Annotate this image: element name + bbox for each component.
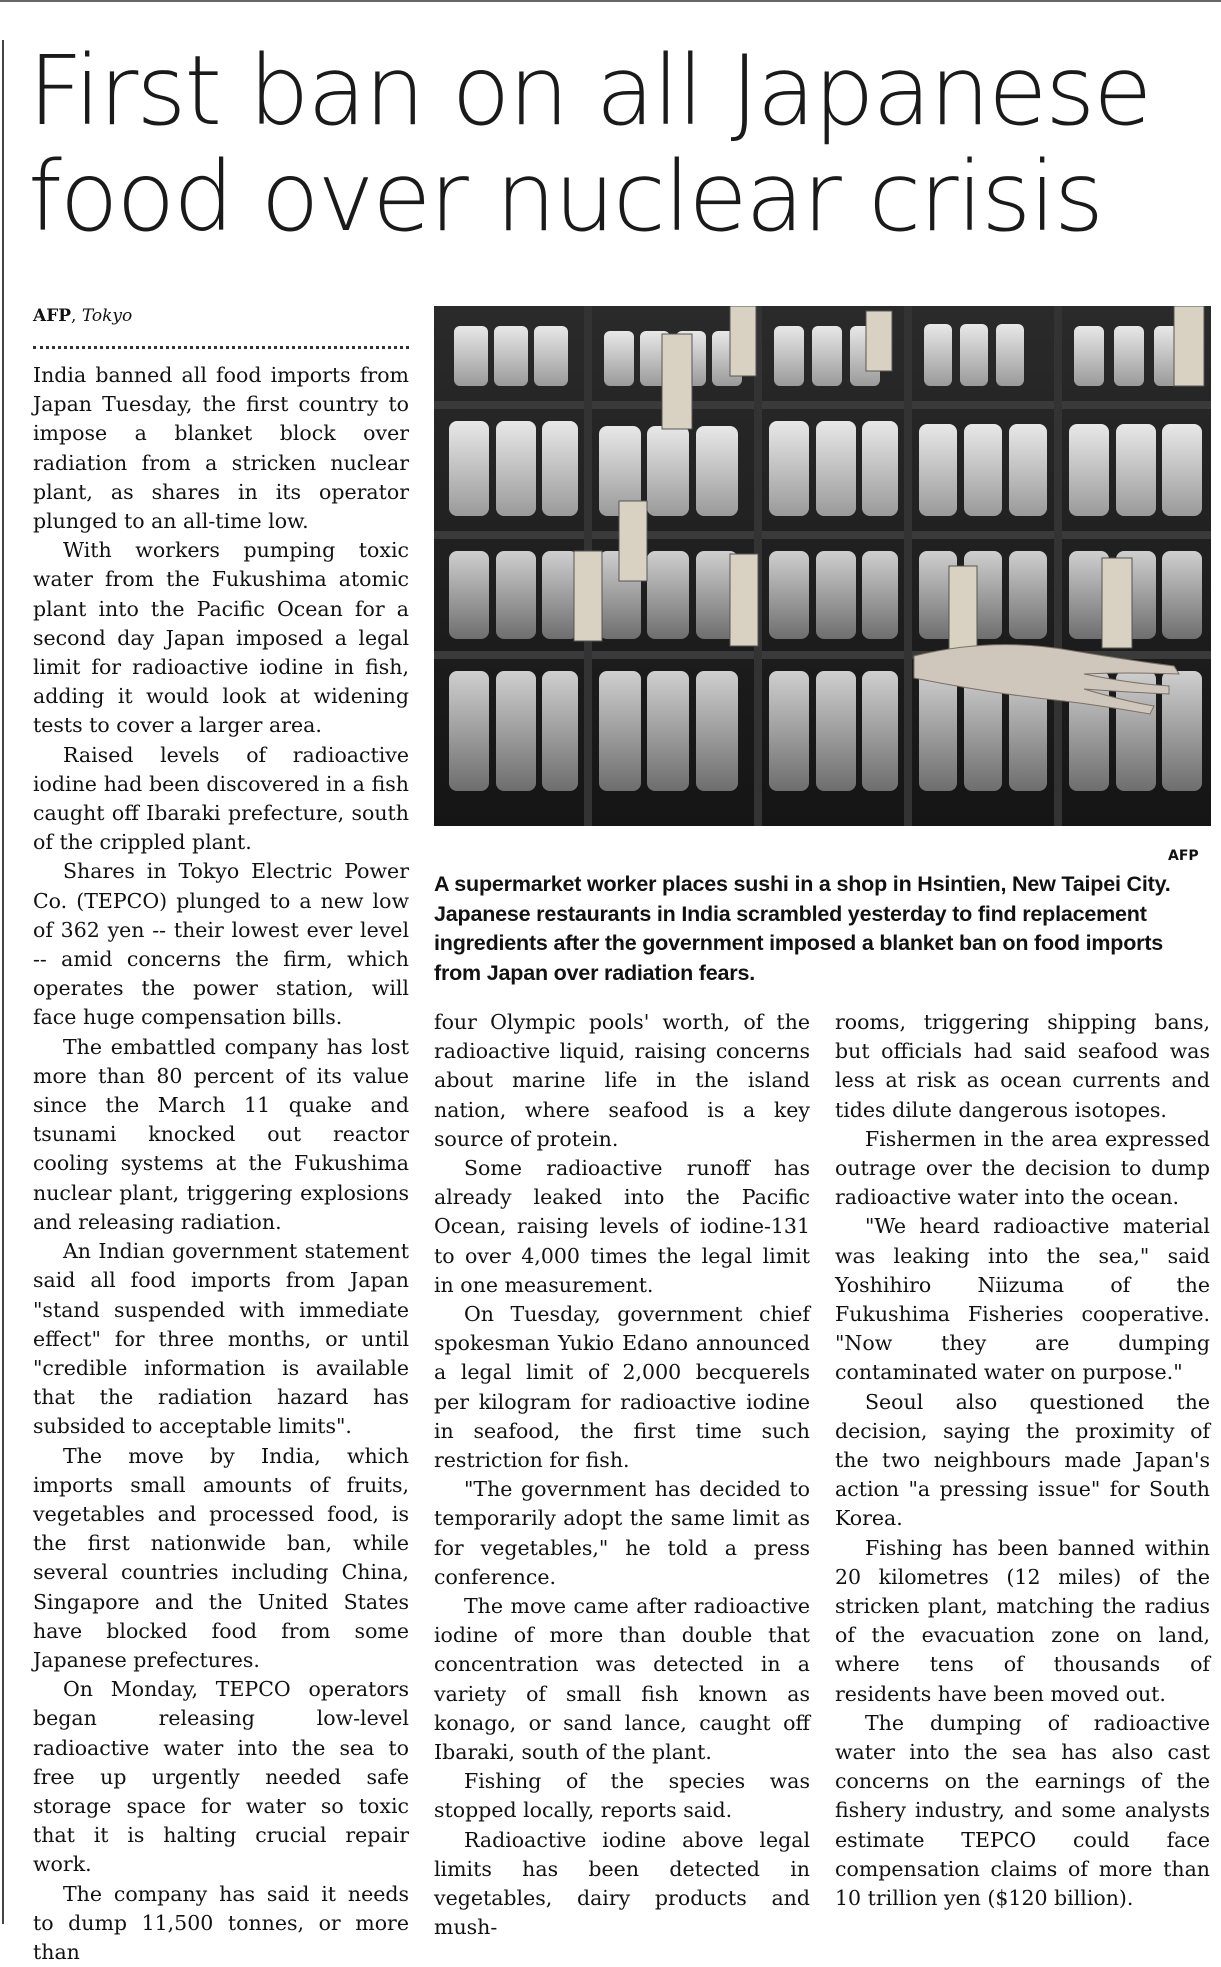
paragraph: The company has said it needs to dump 11,500 tonnes, or more than bbox=[33, 1881, 409, 1964]
byline: AFP, Tokyo bbox=[33, 306, 133, 326]
paragraph: The embattled company has lost more than 80 percent of its value since the March 11 quake and tsunami knocked out reactor cooling systems at the Fukushima nuclear plant, triggering explosions and releasing radiation. bbox=[33, 1034, 409, 1234]
paragraph: Fishing of the species was stopped locally, reports said. bbox=[434, 1769, 810, 1823]
top-rule bbox=[0, 0, 1221, 2]
headline-line-1: First ban on all Japanese bbox=[28, 35, 1151, 147]
paragraph: On Tuesday, government chief spokesman Yukio Edano announced a legal limit of 2,000 becquerels per kilogram for radioactive iodine in seafood, the first time such restriction for fish. bbox=[434, 1302, 810, 1473]
dotted-divider bbox=[33, 346, 409, 349]
paragraph: India banned all food imports from Japan Tuesday, the first country to impose a blanket block over radiation from a stricken nuclear plant, as shares in its operator plunged to an all-time low. bbox=[33, 363, 409, 534]
byline-agency: AFP bbox=[33, 306, 72, 326]
paragraph: Some radioactive runoff has already leaked into the Pacific Ocean, raising levels of iodine-131 to over 4,000 times the legal limit in one measurement. bbox=[434, 1156, 810, 1297]
paragraph: "We heard radioactive material was leaking into the sea," said Yoshihiro Niizuma of the Fukushima Fisheries cooperative. "Now they are dumping contaminated water on purpose." bbox=[835, 1214, 1210, 1385]
paragraph: "The government has decided to temporarily adopt the same limit as for vegetables," he told a press conference. bbox=[434, 1477, 810, 1589]
paragraph: The dumping of radioactive water into the sea has also cast concerns on the earnings of the fishery industry, and some analysts estimate TEPCO could face compensation claims of more than 10 trillion yen ($120 billion). bbox=[835, 1710, 1210, 1911]
photo-credit: AFP bbox=[1168, 848, 1199, 864]
article-column-2 bbox=[434, 1008, 810, 1940]
paragraph: rooms, triggering shipping bans, but officials had said seafood was less at risk as ocean currents and tides dilute dangerous isotopes. bbox=[835, 1010, 1210, 1122]
paragraph: Fishing has been banned within 20 kilometres (12 miles) of the stricken plant, matching the radius of the evacuation zone on land, where tens of thousands of residents have been moved out. bbox=[835, 1535, 1210, 1706]
headline-line-2: food over nuclear crisis bbox=[28, 141, 1102, 253]
paragraph: Raised levels of radioactive iodine had been discovered in a fish caught off Ibaraki prefecture, south of the crippled plant. bbox=[33, 742, 409, 855]
paragraph: The move by India, which imports small amounts of fruits, vegetables and processed food, is the first nationwide ban, while several countries including China, Singapore and the United States have blocked food from some Japanese prefectures. bbox=[33, 1443, 409, 1672]
article-column-3 bbox=[835, 1008, 1210, 1920]
paragraph: Fishermen in the area expressed outrage over the decision to dump radioactive water into the ocean. bbox=[835, 1126, 1210, 1210]
photo-caption: A supermarket worker places sushi in a shop in Hsintien, New Taipei City. Japanese restaurants in India scrambled yesterday to find replacement ingredients after the government imposed a blanket ban on food imports from Japan over radiation fears. bbox=[434, 872, 1171, 985]
sushi-display-illustration bbox=[434, 306, 1211, 826]
paragraph: Seoul also questioned the decision, saying the proximity of the two neighbours made Japan's action "a pressing issue" for South Korea. bbox=[835, 1389, 1210, 1531]
paragraph: four Olympic pools' worth, of the radioactive liquid, raising concerns about marine life in the island nation, where seafood is a key source of protein. bbox=[434, 1010, 810, 1151]
paragraph: The move came after radioactive iodine of more than double that concentration was detected in a variety of small fish known as konago, or sand lance, caught off Ibaraki, south of the plant. bbox=[434, 1594, 810, 1765]
headline bbox=[28, 35, 1218, 253]
paragraph: With workers pumping toxic water from the Fukushima atomic plant into the Pacific Ocean for a second day Japan imposed a legal limit for radioactive iodine in fish, adding it would look at widening tests to cover a larger area. bbox=[33, 538, 409, 738]
news-photo bbox=[434, 306, 1211, 826]
paragraph: Radioactive iodine above legal limits has been detected in vegetables, dairy products and mush- bbox=[434, 1827, 810, 1940]
paragraph: An Indian government statement said all food imports from Japan "stand suspended with immediate effect" for three months, or until "credible information is available that the radiation hazard has subsided to acceptable limits". bbox=[33, 1239, 409, 1439]
byline-city: Tokyo bbox=[81, 306, 133, 326]
article-column-1 bbox=[33, 361, 409, 1964]
column-rule bbox=[2, 40, 4, 1924]
paragraph: On Monday, TEPCO operators began releasing low-level radioactive water into the sea to free up urgently needed safe storage space for water so toxic that it is halting crucial repair work. bbox=[33, 1677, 409, 1877]
paragraph: Shares in Tokyo Electric Power Co. (TEPCO) plunged to a new low of 362 yen -- their lowest ever level -- amid concerns the firm, which operates the power station, will face huge compensation bills. bbox=[33, 859, 409, 1030]
